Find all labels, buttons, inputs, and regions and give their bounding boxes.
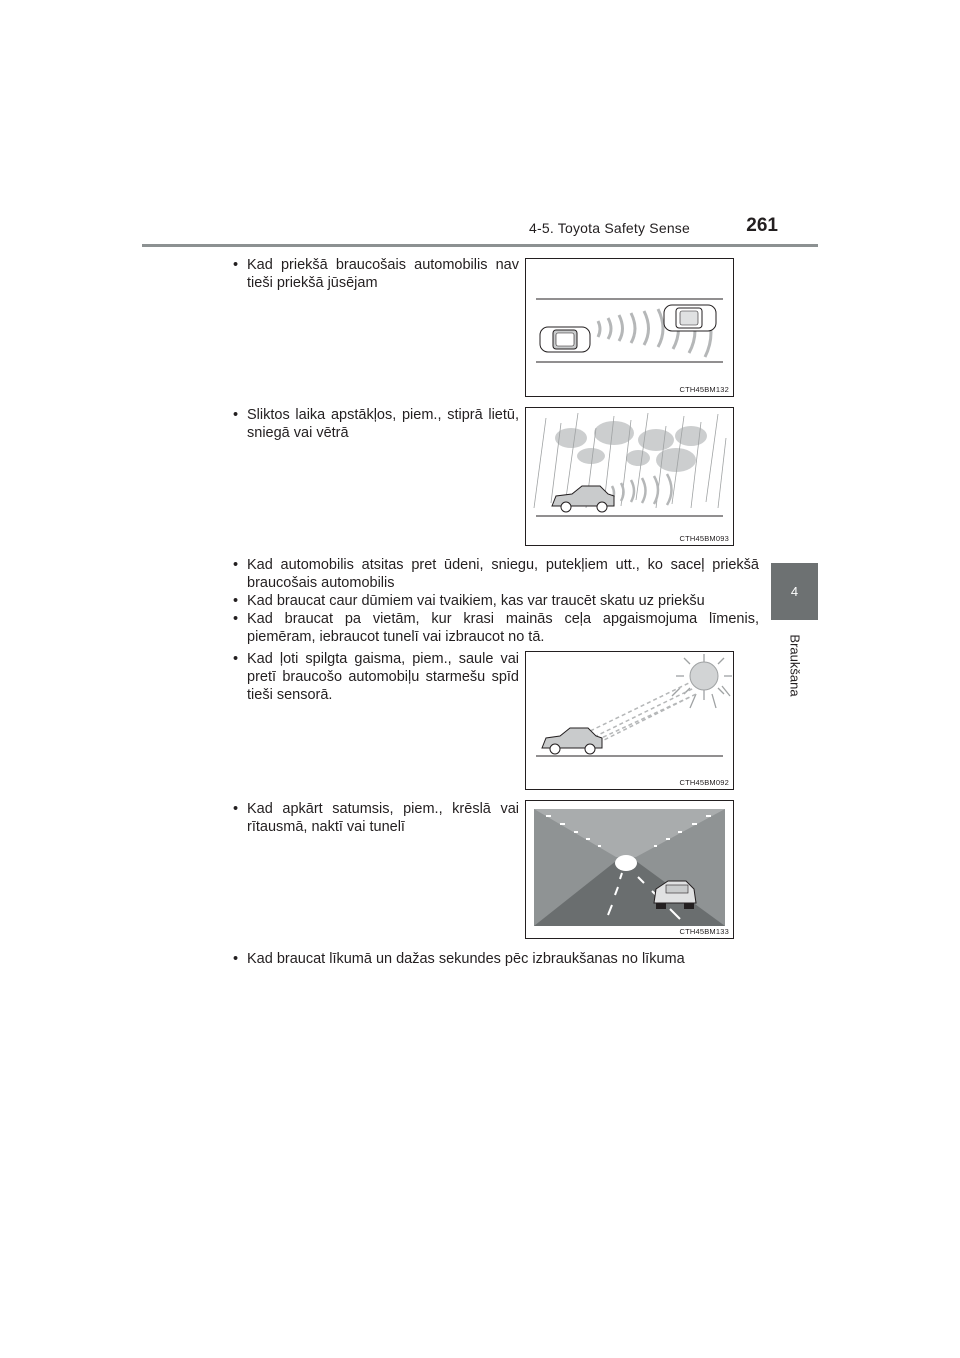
offset-vehicle-illustration xyxy=(526,259,733,396)
list-item-text: Kad apkārt satumsis, piem., krēslā vai rītausmā, naktī vai tunelī xyxy=(247,801,519,835)
list-item xyxy=(233,406,519,442)
tunnel-illustration xyxy=(526,801,733,938)
list-item xyxy=(233,592,759,610)
car-side-icon xyxy=(552,486,614,512)
chapter-label-container xyxy=(756,632,834,698)
rear-car-icon xyxy=(540,327,590,352)
list-item-text: Kad automobilis atsitas pret ūdeni, sniegu, putekļiem utt., ko saceļ priekšā braucošais automobilis xyxy=(247,557,759,591)
figure-bad-weather xyxy=(525,407,734,546)
figure-code: CTH45BM092 xyxy=(679,778,729,787)
bullet: • xyxy=(233,557,239,573)
figure-code: CTH45BM093 xyxy=(679,534,729,543)
figure-code: CTH45BM132 xyxy=(679,385,729,394)
bullet: • xyxy=(233,257,239,273)
list-item-text: Kad braucat pa vietām, kur krasi mainās ceļa apgaismojuma līmenis, piemēram, iebraucot tunelī vai izbraucot no tā. xyxy=(247,611,759,645)
page-number: 261 xyxy=(746,215,778,236)
figure-code: CTH45BM133 xyxy=(679,927,729,936)
bullet: • xyxy=(233,951,239,967)
figure-tunnel xyxy=(525,800,734,939)
list-item-text: Kad priekšā braucošais automobilis nav tieši priekšā jūsējam xyxy=(247,257,519,291)
figure-bright-light xyxy=(525,651,734,790)
bullet: • xyxy=(233,593,239,609)
bullet: • xyxy=(233,611,239,627)
list-item xyxy=(233,610,759,646)
bad-weather-illustration xyxy=(526,408,733,545)
chapter-tab[interactable] xyxy=(771,563,818,620)
bullet: • xyxy=(233,801,239,817)
chapter-label: Braukšana xyxy=(787,633,803,697)
list-item-text: Kad braucat līkumā un dažas sekundes pēc izbraukšanas no līkuma xyxy=(247,951,685,967)
list-item-text: Kad ļoti spilgta gaisma, piem., saule vai pretī braucošo automobiļu starmešu spīd tieši sensorā. xyxy=(247,651,519,703)
bullet: • xyxy=(233,407,239,423)
list-item xyxy=(233,650,519,704)
tunnel-exit xyxy=(615,855,637,871)
header-divider xyxy=(142,244,818,247)
front-car-icon xyxy=(664,305,716,331)
list-item xyxy=(233,256,519,292)
section-title: 4-5. Toyota Safety Sense xyxy=(529,220,690,236)
list-item-text: Sliktos laika apstākļos, piem., stiprā lietū, sniegā vai vētrā xyxy=(247,407,519,441)
bullet: • xyxy=(233,651,239,667)
chapter-number: 4 xyxy=(790,584,799,599)
bright-light-illustration xyxy=(526,652,733,789)
sun-icon xyxy=(690,662,718,690)
list-item-text: Kad braucat caur dūmiem vai tvaikiem, kas var traucēt skatu uz priekšu xyxy=(247,593,705,609)
list-item xyxy=(233,950,759,968)
list-item xyxy=(233,800,519,836)
list-item xyxy=(233,556,759,592)
car-side-icon xyxy=(542,728,602,754)
figure-offset-vehicle xyxy=(525,258,734,397)
